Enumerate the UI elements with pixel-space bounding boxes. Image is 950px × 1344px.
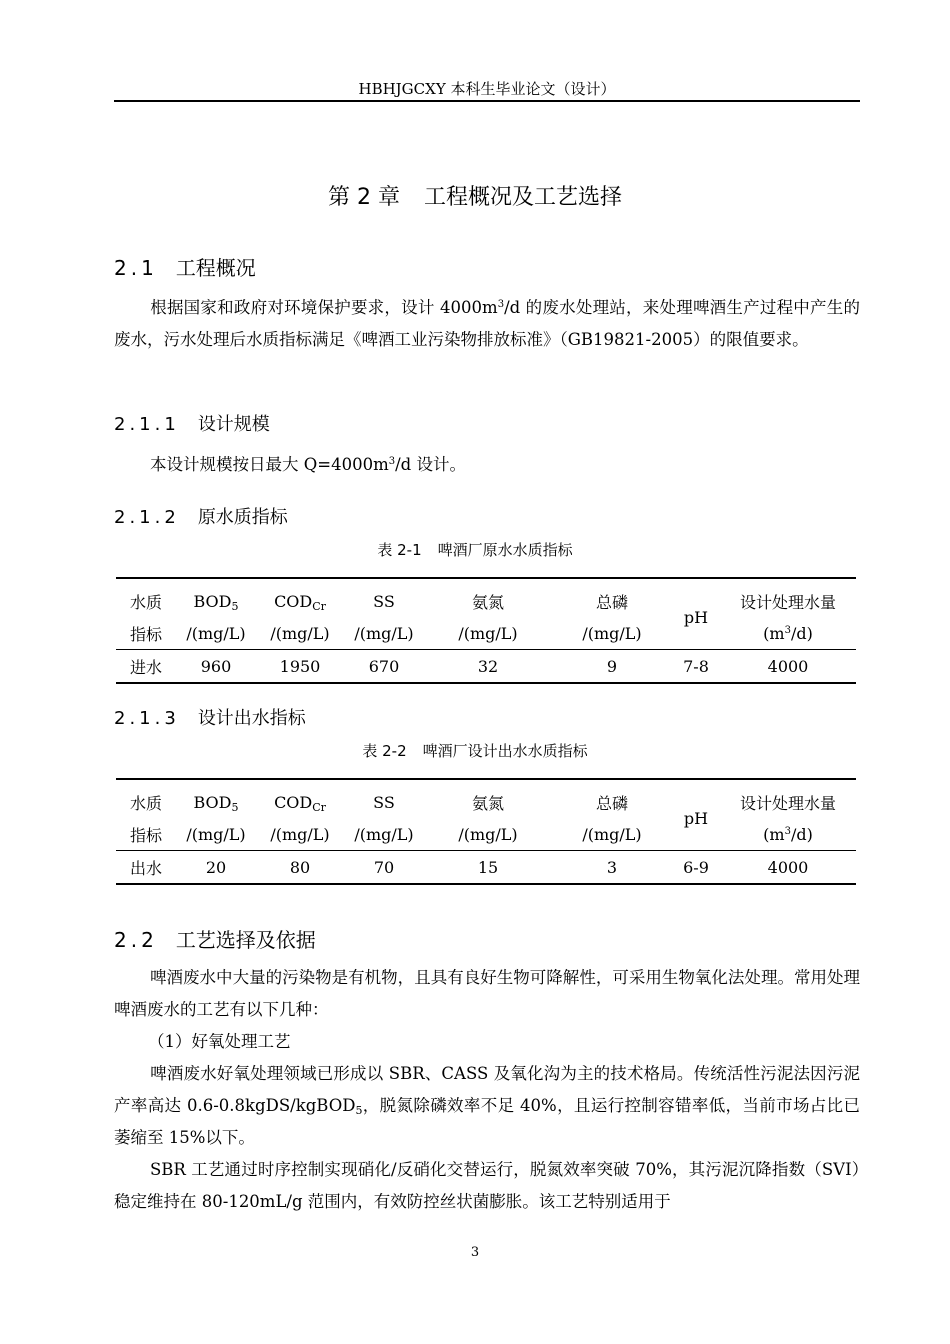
- superscript: 3: [388, 456, 396, 467]
- table-cell: 960: [176, 650, 256, 684]
- section-2-1-2-heading: [114, 503, 288, 529]
- header-cell: 氨氮: [471, 592, 504, 612]
- section-title: 设计规模: [197, 414, 270, 435]
- table-header-row: [116, 617, 856, 650]
- header-cell: $COD_{Cr}$: [274, 591, 326, 613]
- header-cell: SS: [373, 792, 395, 812]
- header-cell: /(mg/L): [270, 623, 330, 643]
- subscript: 5: [355, 1104, 363, 1117]
- table-2-caption: [0, 740, 950, 761]
- table-cell: 670: [344, 650, 424, 684]
- page-number: 3: [470, 1245, 480, 1260]
- header-cell: SS: [373, 591, 395, 611]
- paragraph-design-scale: [114, 449, 860, 481]
- section-2-1-3-heading: [114, 704, 306, 730]
- section-2-1-1-heading: [114, 410, 270, 436]
- caption-title: 啤酒厂原水水质指标: [437, 541, 573, 559]
- header-cell: 水质: [129, 592, 162, 612]
- section-2-1-heading: [114, 252, 256, 281]
- header-cell: 总磷: [595, 793, 628, 813]
- table-cell: 9: [552, 650, 672, 684]
- header-cell: 指标: [129, 825, 162, 845]
- header-cell: pH: [683, 607, 709, 627]
- para-text: /d 设计。: [395, 455, 466, 474]
- header-cell: 设计处理水量: [739, 592, 836, 612]
- section-title: 原水质指标: [197, 507, 288, 528]
- header-cell: 设计处理水量: [739, 793, 836, 813]
- para-text: 本设计规模按日最大 Q=4000m: [150, 455, 389, 474]
- header-cell: 总磷: [595, 592, 628, 612]
- section-number: 2.1.2: [114, 507, 180, 528]
- table-cell: 70: [344, 851, 424, 885]
- raw-water-quality-table: [116, 577, 856, 684]
- section-title: 工程概况: [175, 256, 256, 280]
- header-cell: /(mg/L): [186, 824, 246, 844]
- header-cell: 水质: [129, 793, 162, 813]
- superscript: 3: [497, 299, 505, 310]
- table-cell: 6-9: [672, 851, 720, 885]
- caption-number: 表 2-2: [362, 742, 407, 760]
- table-cell: 20: [176, 851, 256, 885]
- header-cell: /(mg/L): [354, 623, 414, 643]
- header-cell: $COD_{Cr}$: [274, 792, 326, 814]
- para-text: （1）好氧处理工艺: [148, 1032, 291, 1051]
- section-title: 工艺选择及依据: [175, 928, 316, 952]
- table-header-row: [116, 818, 856, 851]
- header-cell: /(mg/L): [582, 623, 642, 643]
- table-cell: 32: [424, 650, 552, 684]
- header-cell: /(mg/L): [354, 824, 414, 844]
- header-rule: [114, 100, 860, 102]
- paragraph-aerobic-heading: [114, 1026, 860, 1058]
- section-number: 2.1: [114, 256, 158, 280]
- chapter-name: 工程概况及工艺选择: [423, 185, 622, 210]
- section-number: 2.1.1: [114, 414, 180, 435]
- paragraph-sbr-process: [114, 1154, 860, 1218]
- table-header-row: [116, 578, 856, 617]
- para-text: ，脱氮除磷效率不足 40%，且运行控制容错率低，当前市场占比已萎缩至 15%以下。: [114, 1096, 861, 1147]
- caption-title: 啤酒厂设计出水水质指标: [422, 742, 588, 760]
- header-cell: $(m^3/d)$: [763, 623, 813, 643]
- para-text: SBR 工艺通过时序控制实现硝化/反硝化交替运行，脱氮效率突破 70%，其污泥沉降指数（SVI）稳定维持在 80-120mL/g 范围内，有效防控丝状菌膨胀。该工艺特别适用于: [114, 1160, 860, 1211]
- header-cell: /(mg/L): [458, 623, 518, 643]
- table-cell: 进水: [116, 650, 176, 684]
- table-cell: 15: [424, 851, 552, 885]
- header-cell: 氨氮: [471, 793, 504, 813]
- section-number: 2.1.3: [114, 708, 180, 729]
- para-text: 啤酒废水中大量的污染物是有机物，且具有良好生物可降解性，可采用生物氧化法处理。常用处理啤酒废水的工艺有以下几种：: [114, 968, 860, 1019]
- section-number: 2.2: [114, 928, 158, 952]
- header-cell: $(m^3/d)$: [763, 824, 813, 844]
- table-cell: 4000: [720, 851, 856, 885]
- para-text: 根据国家和政府对环境保护要求，设计 4000m: [150, 298, 498, 317]
- header-cell: /(mg/L): [582, 824, 642, 844]
- table-cell: 4000: [720, 650, 856, 684]
- header-cell: 指标: [129, 624, 162, 644]
- table-cell: 1950: [256, 650, 344, 684]
- effluent-quality-table: [116, 778, 856, 885]
- chapter-number: 第 2 章: [328, 185, 400, 210]
- header-cell: /(mg/L): [458, 824, 518, 844]
- para-text: 啤酒废水好氧处理领域已形成以 SBR、CASS 及氧化沟为主的技术格局。传统活性污泥法因污泥产率高达 0.6-0.8kgDS/kgBOD: [114, 1064, 860, 1115]
- section-title: 设计出水指标: [197, 708, 306, 729]
- para-text: /d 的废水处理站，来处理啤酒生产过程中产生的废水，污水处理后水质指标满足《啤酒工业污染物排放标准》（GB19821-2005）的限值要求。: [114, 298, 860, 349]
- table-header-row: [116, 779, 856, 818]
- table-cell: 出水: [116, 851, 176, 885]
- table-cell: 3: [552, 851, 672, 885]
- paragraph-process-intro: [114, 962, 860, 1026]
- running-header: HBHJGCXY 本科生毕业论文（设计）: [358, 80, 616, 98]
- header-cell: /(mg/L): [270, 824, 330, 844]
- header-cell: pH: [683, 808, 709, 828]
- table-cell: 7-8: [672, 650, 720, 684]
- paragraph-project-overview: [114, 292, 860, 356]
- table-row: [116, 650, 856, 684]
- table-cell: 80: [256, 851, 344, 885]
- header-cell: $BOD_5$: [193, 792, 239, 814]
- paragraph-aerobic-process: [114, 1058, 860, 1154]
- table-1-caption: [0, 539, 950, 560]
- section-2-2-heading: [114, 924, 316, 953]
- chapter-title: [0, 180, 950, 211]
- table-row: [116, 851, 856, 885]
- header-cell: $BOD_5$: [193, 591, 239, 613]
- caption-number: 表 2-1: [377, 541, 422, 559]
- header-cell: /(mg/L): [186, 623, 246, 643]
